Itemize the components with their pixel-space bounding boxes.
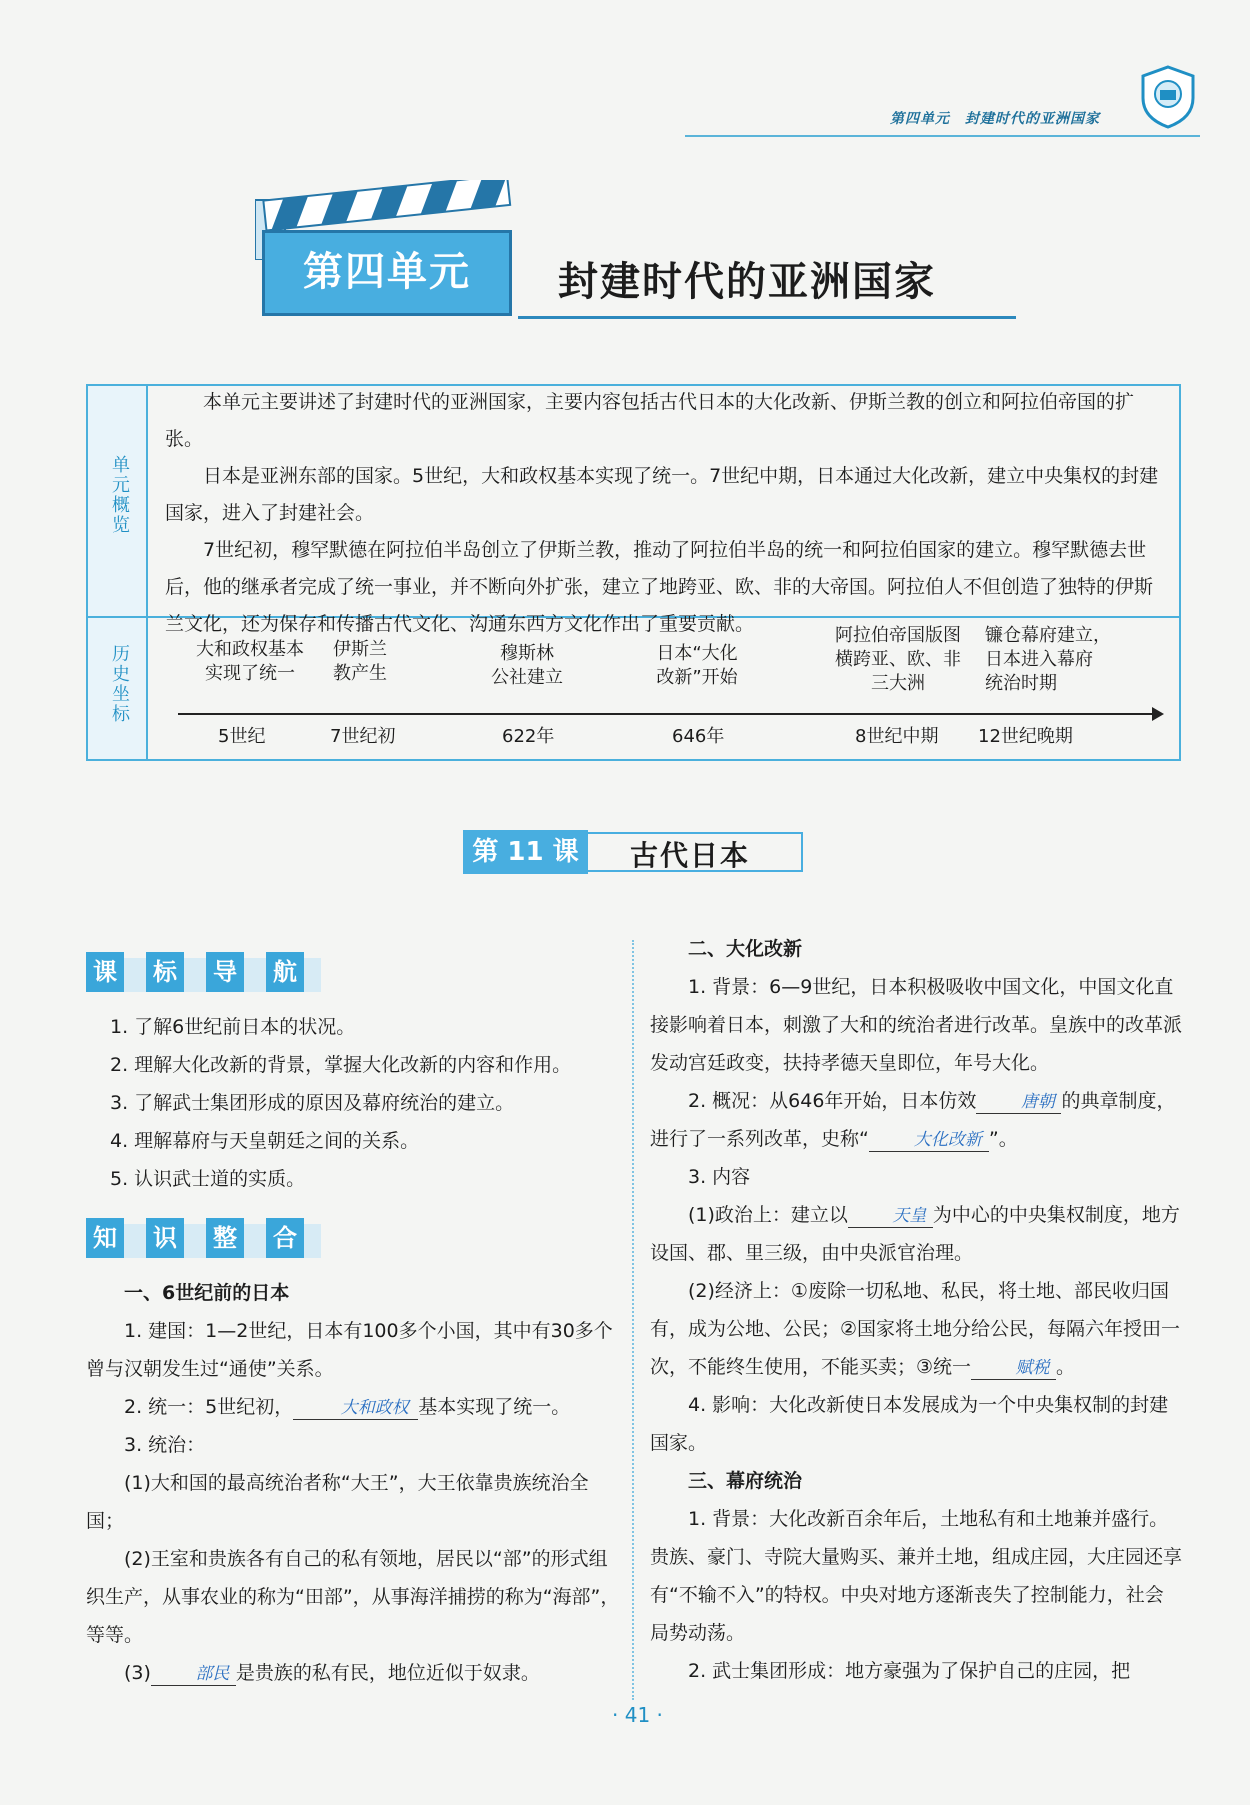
- right-column-body: [650, 930, 1182, 1690]
- learning-goals: [110, 1008, 620, 1198]
- unit-title-underline: [518, 316, 1016, 319]
- timeline-event: 阿拉伯帝国版图 横跨亚、欧、非 三大洲: [835, 625, 961, 694]
- answer-blank: 大化改新: [869, 1129, 989, 1152]
- timeline-event: 镰仓幕府建立， 日本进入幕府 统治时期: [985, 625, 1111, 694]
- running-header: 第四单元 封建时代的亚洲国家: [890, 111, 1100, 127]
- shield-badge-icon: [1138, 64, 1198, 130]
- paragraph: (1)大和国的最高统治者称“大王”，大王依靠贵族统治全国；: [86, 1472, 589, 1532]
- goal-item: 3. 了解武士集团形成的原因及幕府统治的建立。: [110, 1092, 515, 1114]
- timeline-event: 穆斯林 公社建立: [491, 643, 563, 688]
- goal-item: 5. 认识武士道的实质。: [110, 1168, 306, 1190]
- timeline-date: 7世纪初: [330, 726, 396, 747]
- timeline-date: 12世纪晚期: [978, 726, 1073, 747]
- answer-blank: 部民: [151, 1663, 236, 1686]
- paragraph: 2. 武士集团形成：地方豪强为了保护自己的庄园，把: [688, 1660, 1131, 1682]
- timeline-date: 622年: [502, 726, 555, 747]
- goal-item: 2. 理解大化改新的背景，掌握大化改新的内容和作用。: [110, 1054, 572, 1076]
- paragraph: (2)经济上：①废除一切私地、私民，将土地、部民收归国有，成为公地、公民；②国家将土地分给公民，每隔六年授田一次，不能终生使用，不能买卖；③统一 赋税 。: [650, 1280, 1181, 1378]
- banner-course-guide: 课 标 导 航: [86, 958, 321, 992]
- page-number: · 41 ·: [612, 1703, 663, 1727]
- side-label-overview: 单元概览: [109, 455, 130, 535]
- timeline-date: 8世纪中期: [855, 726, 939, 747]
- paragraph: 1. 建国：1—2世纪，日本有100多个小国，其中有30多个曾与汉朝发生过“通使”关系。: [86, 1320, 613, 1380]
- overview-paragraph: 7世纪初，穆罕默德在阿拉伯半岛创立了伊斯兰教，推动了阿拉伯半岛的统一和阿拉伯国家的建立。穆罕默德去世后，他的继承者完成了统一事业，并不断向外扩张，建立了地跨亚、欧、非的大帝国。阿拉伯人不但创造了独特的伊斯兰文化，还为保存和传播古代文化、沟通东西方文化作出了重要贡献。: [165, 539, 1154, 635]
- answer-blank: 大和政权: [293, 1397, 418, 1420]
- paragraph: 4. 影响：大化改新使日本发展成为一个中央集权制的封建国家。: [650, 1394, 1169, 1454]
- unit-title: 封建时代的亚洲国家: [558, 259, 936, 305]
- lesson-title: 古代日本: [630, 839, 751, 872]
- answer-blank: 唐朝: [976, 1091, 1061, 1114]
- section-heading: 二、大化改新: [688, 938, 803, 960]
- goal-item: 1. 了解6世纪前日本的状况。: [110, 1016, 356, 1038]
- section-heading: 三、幕府统治: [688, 1470, 803, 1492]
- section-heading: 一、6世纪前的日本: [124, 1282, 290, 1304]
- paragraph: 1. 背景：6—9世纪，日本积极吸收中国文化，中国文化直接影响着日本，刺激了大和的统治者进行改革。皇族中的改革派发动宫廷政变，扶持孝德天皇即位，年号大化。: [650, 976, 1183, 1074]
- paragraph: 2. 统一：5世纪初， 大和政权 基本实现了统一。: [124, 1396, 571, 1418]
- answer-blank: 赋税: [971, 1357, 1056, 1380]
- timeline-arrow-icon: [1152, 707, 1164, 721]
- paragraph: (2)王室和贵族各有自己的私有领地，居民以“部”的形式组织生产，从事农业的称为“田部”，从事海洋捕捞的称为“海部”，等等。: [86, 1548, 620, 1646]
- header-rule: [685, 135, 1200, 137]
- column-divider: [632, 940, 634, 1700]
- timeline-date: 5世纪: [218, 726, 266, 747]
- overview-paragraph: 本单元主要讲述了封建时代的亚洲国家，主要内容包括古代日本的大化改新、伊斯兰教的创立和阿拉伯帝国的扩张。: [165, 391, 1135, 450]
- unit-label: 第四单元: [262, 230, 512, 316]
- paragraph: (3) 部民 是贵族的私有民，地位近似于奴隶。: [124, 1662, 540, 1684]
- timeline-axis: [178, 713, 1158, 715]
- paragraph: (1)政治上：建立以 天皇 为中心的中央集权制度，地方设国、郡、里三级，由中央派官治理。: [650, 1204, 1180, 1264]
- goal-item: 4. 理解幕府与天皇朝廷之间的关系。: [110, 1130, 420, 1152]
- lesson-number: 第 11 课: [463, 830, 588, 874]
- paragraph: 3. 内容: [688, 1166, 751, 1188]
- timeline-event: 大和政权基本 实现了统一: [196, 639, 304, 684]
- left-column-body: [86, 1274, 621, 1692]
- timeline-date: 646年: [672, 726, 725, 747]
- paragraph: 2. 概况：从646年开始，日本仿效 唐朝 的典章制度，进行了一系列改革，史称“ 大化改新 ”。: [650, 1090, 1176, 1150]
- side-label-timeline: 历史坐标: [109, 644, 130, 724]
- timeline-event: 日本“大化 改新”开始: [656, 643, 738, 688]
- banner-knowledge-integration: 知 识 整 合: [86, 1224, 321, 1258]
- overview-text: [165, 384, 1165, 643]
- overview-paragraph: 日本是亚洲东部的国家。5世纪，大和政权基本实现了统一。7世纪中期，日本通过大化改新，建立中央集权的封建国家，进入了封建社会。: [165, 465, 1159, 524]
- answer-blank: 天皇: [848, 1205, 933, 1228]
- paragraph: 1. 背景：大化改新百余年后，土地私有和土地兼并盛行。贵族、豪门、寺院大量购买、兼并土地，组成庄园，大庄园还享有“不输不入”的特权。中央对地方逐渐丧失了控制能力，社会局势动荡。: [650, 1508, 1183, 1644]
- paragraph: 3. 统治：: [124, 1434, 206, 1456]
- timeline-event: 伊斯兰 教产生: [333, 639, 387, 684]
